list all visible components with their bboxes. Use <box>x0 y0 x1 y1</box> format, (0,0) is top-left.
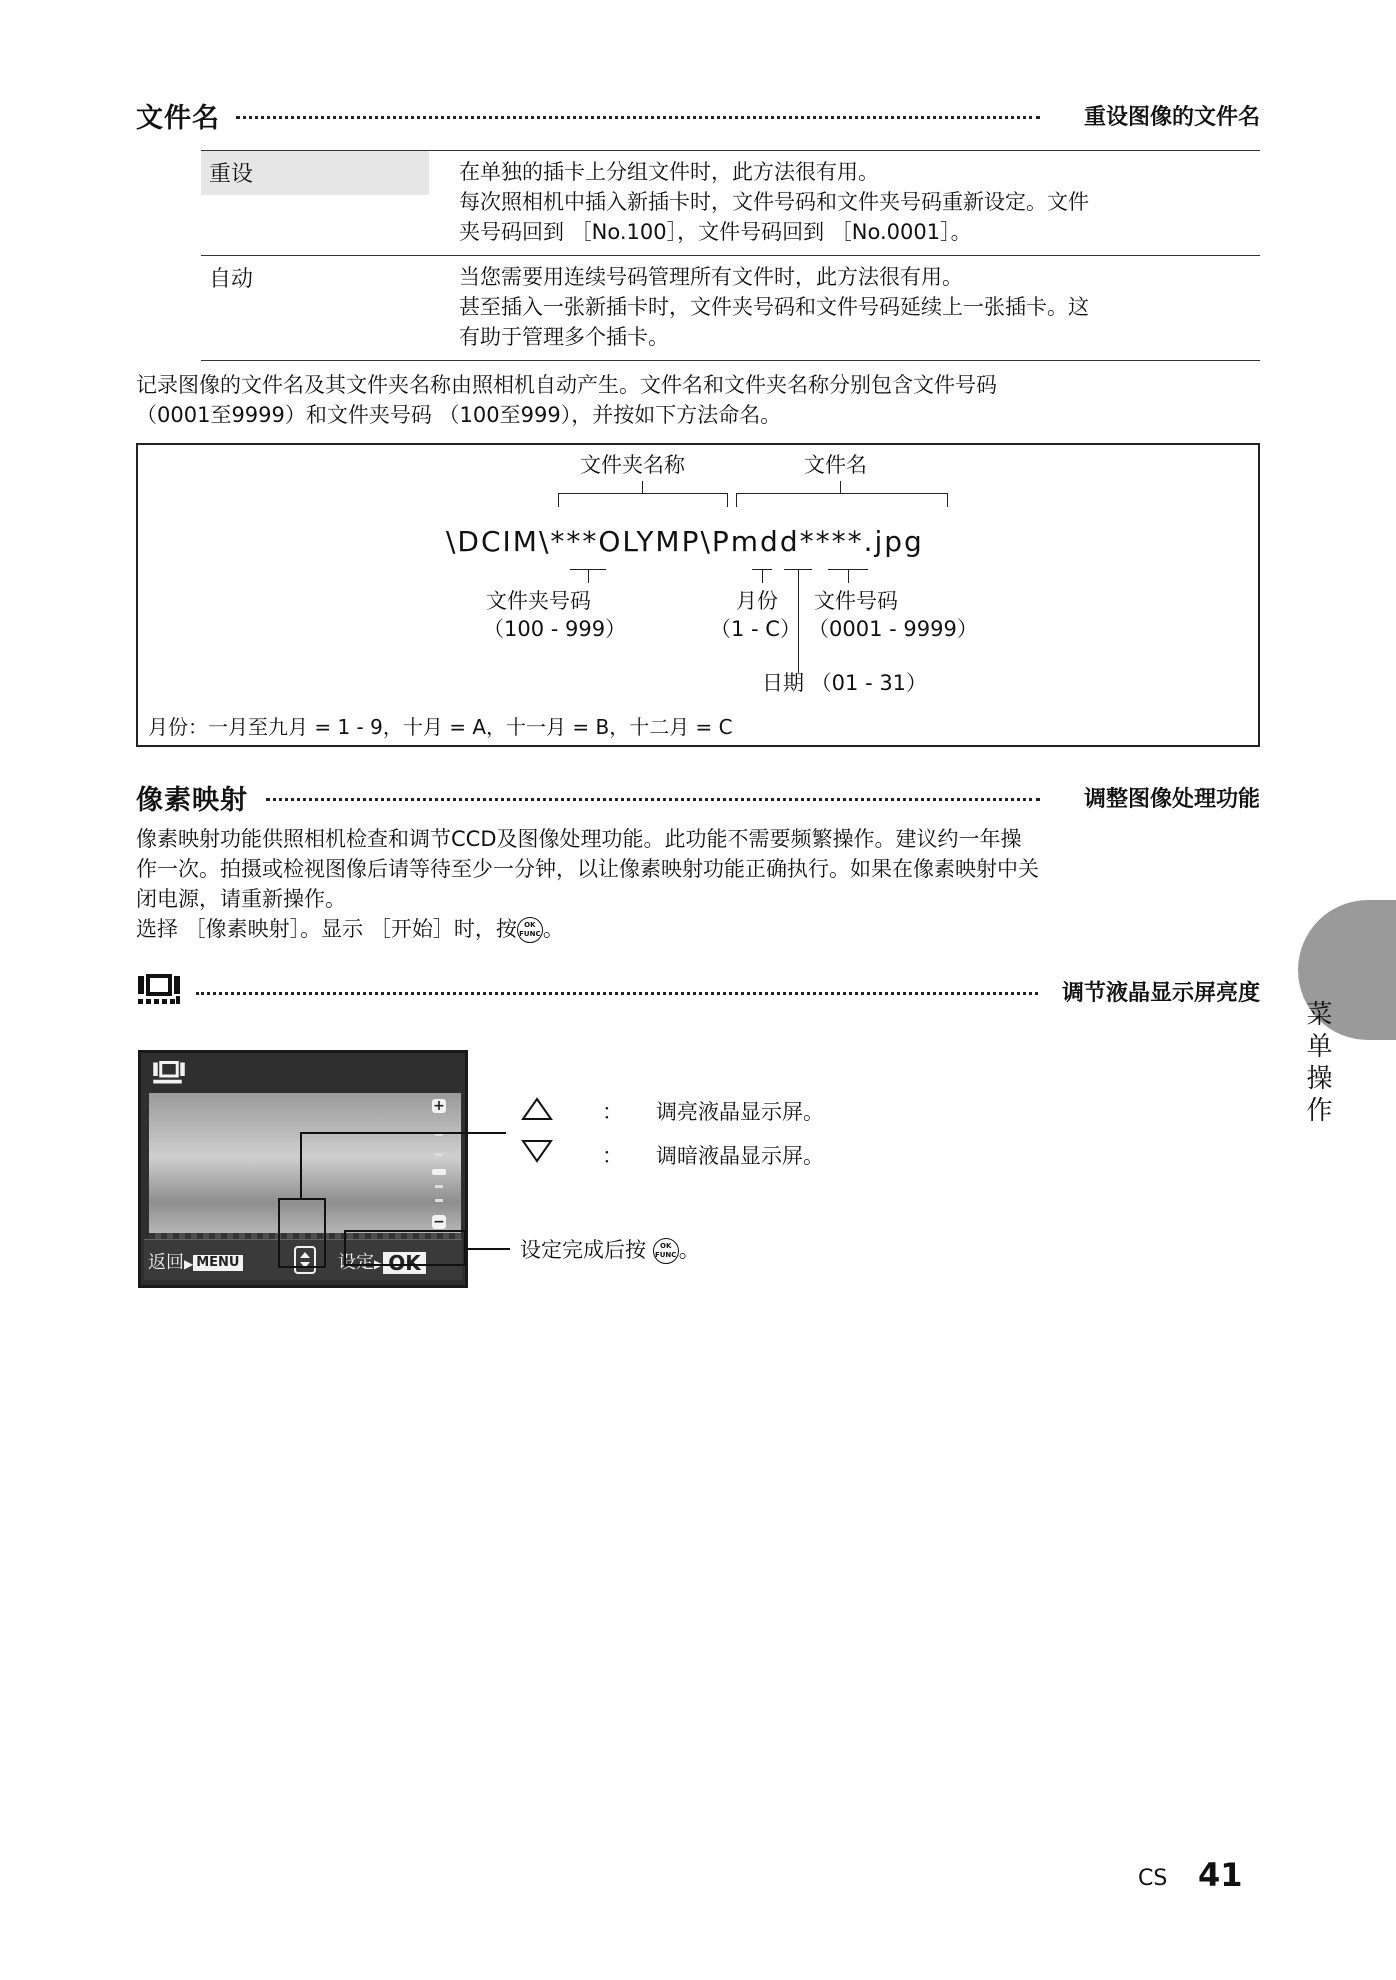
page-number: 41 <box>1198 1856 1243 1894</box>
language-code: CS <box>1138 1866 1168 1891</box>
table-row <box>201 150 1260 255</box>
file-number-range: （0001 - 9999） <box>808 617 978 641</box>
slider-thumb[interactable] <box>432 1169 446 1175</box>
ok-func-button-icon <box>517 917 543 943</box>
slider-tick <box>435 1153 443 1156</box>
section-title: 文件名 <box>136 103 220 134</box>
arrow-right-icon: ▶ <box>374 1257 384 1271</box>
ok-icon-top: OK <box>660 1242 672 1250</box>
lcd-brightness-icon <box>151 1061 187 1089</box>
bracket-line <box>642 481 643 493</box>
text-line: 有助于管理多个插卡。 <box>459 325 669 349</box>
chapter-tab-label: 菜单操作 <box>1302 1000 1332 1128</box>
ok-icon-top: OK <box>524 921 536 929</box>
up-arrow-icon <box>520 1096 554 1126</box>
section-subtitle: 重设图像的文件名 <box>1083 105 1260 130</box>
file-name-options-table <box>201 150 1260 361</box>
section-header-pixel-mapping <box>136 778 1260 814</box>
arrow-right-icon: ▶ <box>184 1257 194 1271</box>
leader-dots <box>236 116 1040 119</box>
bracket-line <box>558 493 559 507</box>
bracket-line <box>736 493 737 507</box>
section-subtitle: 调整图像处理功能 <box>1083 787 1260 812</box>
arrows-callout-frame <box>278 1198 326 1268</box>
option-key: 自动 <box>209 267 254 292</box>
lcd-brightness-icon <box>136 974 182 1010</box>
back-label: 返回 <box>148 1252 184 1273</box>
set-label: 设定 <box>338 1252 374 1273</box>
plus-icon: + <box>433 1098 445 1114</box>
bracket-line <box>848 569 849 583</box>
colon: ： <box>602 1144 623 1168</box>
ok-icon-bottom: FUNC <box>654 1251 677 1259</box>
menu-badge: MENU <box>193 1255 242 1271</box>
text-line: 当您需要用连续号码管理所有文件时，此方法很有用。 <box>459 265 963 289</box>
option-description <box>459 151 1260 255</box>
file-number-label: 文件号码 <box>814 589 898 613</box>
brighten-description: 调亮液晶显示屏。 <box>656 1100 824 1124</box>
colon: ： <box>602 1100 623 1124</box>
pixel-mapping-description <box>136 824 1260 944</box>
confirm-instruction <box>520 1234 700 1264</box>
month-note: 月份：一月至九月 = 1 - 9，十月 = A，十一月 = B，十二月 = C <box>148 715 733 739</box>
folder-number-label: 文件夹号码 <box>486 589 591 613</box>
bracket-line <box>727 493 728 507</box>
text-line: 夹号码回到 ［No.100］，文件号码回到 ［No.0001］。 <box>459 220 972 244</box>
bracket-line <box>840 481 841 493</box>
month-range: （1 - C） <box>710 617 801 641</box>
brightness-slider[interactable] <box>432 1099 448 1229</box>
ok-callout-frame <box>344 1230 466 1266</box>
file-name-label: 文件名 <box>804 453 867 477</box>
callout-line <box>300 1132 302 1198</box>
text-line: 每次照相机中插入新插卡时，文件号码和文件夹号码重新设定。文件 <box>459 190 1089 214</box>
instruction-text: 选择 ［像素映射］。显示 ［开始］时，按 <box>136 917 517 941</box>
darken-description: 调暗液晶显示屏。 <box>656 1144 824 1168</box>
instruction-end: 。 <box>542 917 564 941</box>
table-row <box>201 255 1260 361</box>
bracket-line <box>736 493 948 494</box>
text-line: 甚至插入一张新插卡时，文件夹号码和文件号码延续上一张插卡。这 <box>459 295 1089 319</box>
bracket-line <box>947 493 948 507</box>
ok-func-button-icon <box>653 1238 679 1264</box>
date-label: 日期 （01 - 31） <box>762 671 928 695</box>
bracket-line <box>762 569 763 583</box>
file-naming-diagram <box>136 443 1260 747</box>
text-line: 作一次。拍摄或检视图像后请等待至少一分钟，以让像素映射功能正确执行。如果在像素映射中关 <box>136 857 1039 881</box>
bracket-line <box>588 569 589 583</box>
confirm-end: 。 <box>678 1238 700 1262</box>
folder-name-label: 文件夹名称 <box>580 453 685 477</box>
down-arrow-icon <box>520 1138 554 1168</box>
callout-line <box>300 1132 506 1134</box>
text-line: （0001至9999）和文件夹号码 （100至999），并按如下方法命名。 <box>136 403 782 427</box>
text-line: 像素映射功能供照相机检查和调节CCD及图像处理功能。此功能不需要频繁操作。建议约一年操 <box>136 827 1022 851</box>
callout-line <box>466 1248 510 1250</box>
text-line: 闭电源，请重新操作。 <box>136 887 346 911</box>
slider-tick <box>435 1199 443 1202</box>
file-name-description <box>136 370 1260 430</box>
option-description <box>459 256 1260 360</box>
ok-icon-bottom: FUNC <box>519 930 541 938</box>
section-title: 像素映射 <box>136 785 248 816</box>
ok-badge: OK <box>383 1252 426 1274</box>
text-line: 记录图像的文件名及其文件夹名称由照相机自动产生。文件名和文件夹名称分别包含文件号码 <box>136 373 997 397</box>
section-header-lcd-brightness <box>136 972 1260 1008</box>
confirm-text: 设定完成后按 <box>520 1238 646 1262</box>
file-path-example: \DCIM\***OLYMP\Pmdd****.jpg <box>446 525 924 558</box>
bracket-line <box>558 493 728 494</box>
text-line: 在单独的插卡上分组文件时，此方法很有用。 <box>459 160 879 184</box>
section-header-file-name <box>136 96 1260 132</box>
month-label: 月份 <box>736 589 778 613</box>
slider-tick <box>435 1185 443 1188</box>
leader-dots <box>196 992 1038 995</box>
leader-dots <box>266 798 1040 801</box>
section-subtitle: 调节液晶显示屏亮度 <box>1061 981 1260 1006</box>
instruction-line <box>136 914 1260 944</box>
minus-icon: − <box>433 1214 445 1230</box>
back-hint[interactable] <box>148 1248 243 1274</box>
folder-number-range: （100 - 999） <box>483 617 627 641</box>
option-key: 重设 <box>201 151 429 195</box>
